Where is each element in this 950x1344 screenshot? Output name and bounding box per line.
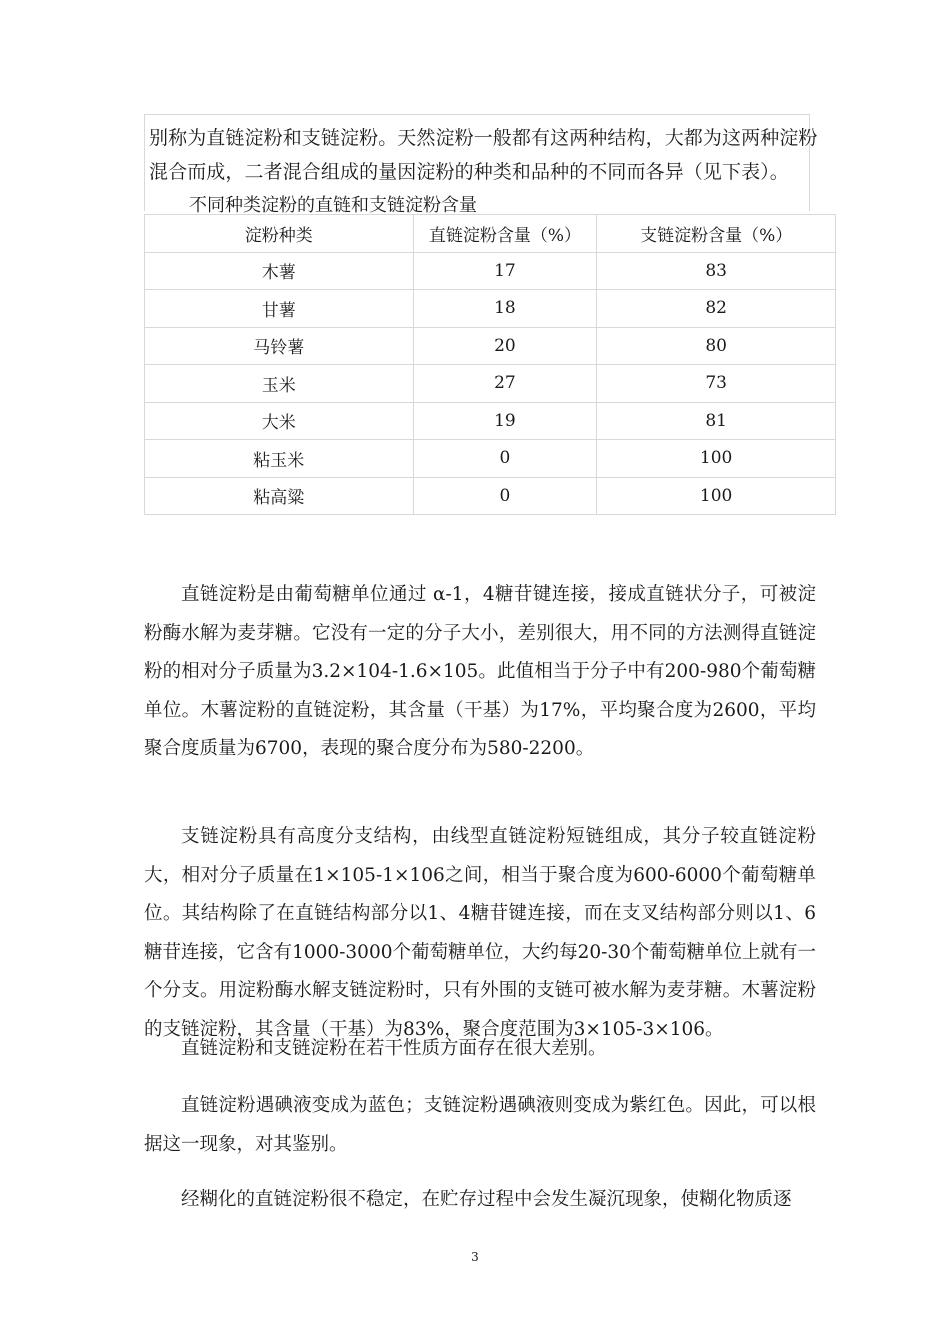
cell-amylose: 17 xyxy=(413,252,597,290)
cell-amylopectin: 82 xyxy=(597,290,836,328)
table-row xyxy=(145,440,836,478)
header-amylose: 直链淀粉含量（%） xyxy=(413,215,597,253)
cell-amylopectin: 81 xyxy=(597,402,836,440)
cell-type: 玉米 xyxy=(145,365,414,403)
cell-amylose: 0 xyxy=(413,477,597,515)
cell-amylose: 18 xyxy=(413,290,597,328)
cell-amylopectin: 83 xyxy=(597,252,836,290)
intro-line-1: 别称为直链淀粉和支链淀粉。天然淀粉一般都有这两种结构，大都为这两种淀粉 xyxy=(149,127,818,149)
intro-line-2: 混合而成，二者混合组成的量因淀粉的种类和品种的不同而各异（见下表）。 xyxy=(149,161,789,183)
cell-type: 甘薯 xyxy=(145,290,414,328)
cell-type: 木薯 xyxy=(145,252,414,290)
header-starch-type: 淀粉种类 xyxy=(145,215,414,253)
cell-amylose: 20 xyxy=(413,327,597,365)
cell-type: 马铃薯 xyxy=(145,327,414,365)
table-caption: 不同种类淀粉的直链和支链淀粉含量 xyxy=(189,195,477,216)
table-row xyxy=(145,402,836,440)
cell-amylopectin: 80 xyxy=(597,327,836,365)
paragraph-iodine-test: 直链淀粉遇碘液变成为蓝色；支链淀粉遇碘液则变成为紫红色。因此，可以根据这一现象，对其鉴别。 xyxy=(144,1095,816,1155)
paragraph-gelatinized: 经糊化的直链淀粉很不稳定，在贮存过程中会发生凝沉现象，使糊化物质逐 xyxy=(181,1189,792,1210)
table-row xyxy=(145,252,836,290)
intro-text-box xyxy=(144,114,818,216)
paragraph-difference: 直链淀粉和支链淀粉在若干性质方面存在很大差别。 xyxy=(181,1038,607,1059)
cell-amylose: 27 xyxy=(413,365,597,403)
table-row xyxy=(145,365,836,403)
cell-amylose: 0 xyxy=(413,440,597,478)
table-row xyxy=(145,290,836,328)
cell-type: 粘高粱 xyxy=(145,477,414,515)
paragraph-amylose: 直链淀粉是由葡萄糖单位通过 α-1，4糖苷键连接，接成直链状分子，可被淀粉酶水解为麦芽糖。它没有一定的分子大小，差别很大，用不同的方法测得直链淀粉的相对分子质量为3.2×104-1.6×105。此值相当于分子中有200-980个葡萄糖单位。木薯淀粉的直链淀粉，其含量（干基）为17%，平均聚合度为2600，平均聚合度质量为6700，表现的聚合度分布为580-2200。 xyxy=(144,584,816,759)
paragraph-amylopectin: 支链淀粉具有高度分支结构，由线型直链淀粉短链组成，其分子较直链淀粉大，相对分子质量在1×105-1×106之间，相当于聚合度为600-6000个葡萄糖单位。其结构除了在直链结构部分以1、4糖苷键连接，而在支叉结构部分则以1、6糖苷连接，它含有1000-3000个葡萄糖单位，大约每20-30个葡萄糖单位上就有一个分支。用淀粉酶水解支链淀粉时，只有外围的支链可被水解为麦芽糖。木薯淀粉的支链淀粉，其含量（干基）为83%，聚合度范围为3×105-3×106。 xyxy=(144,826,816,1040)
header-amylopectin: 支链淀粉含量（%） xyxy=(597,215,836,253)
cell-type: 大米 xyxy=(145,402,414,440)
page-number: 3 xyxy=(471,1250,479,1264)
cell-type: 粘玉米 xyxy=(145,440,414,478)
table-row xyxy=(145,327,836,365)
cell-amylopectin: 100 xyxy=(597,477,836,515)
cell-amylose: 19 xyxy=(413,402,597,440)
table-row xyxy=(145,477,836,515)
table-header-row xyxy=(145,215,836,253)
starch-content-table xyxy=(144,214,836,515)
cell-amylopectin: 100 xyxy=(597,440,836,478)
cell-amylopectin: 73 xyxy=(597,365,836,403)
